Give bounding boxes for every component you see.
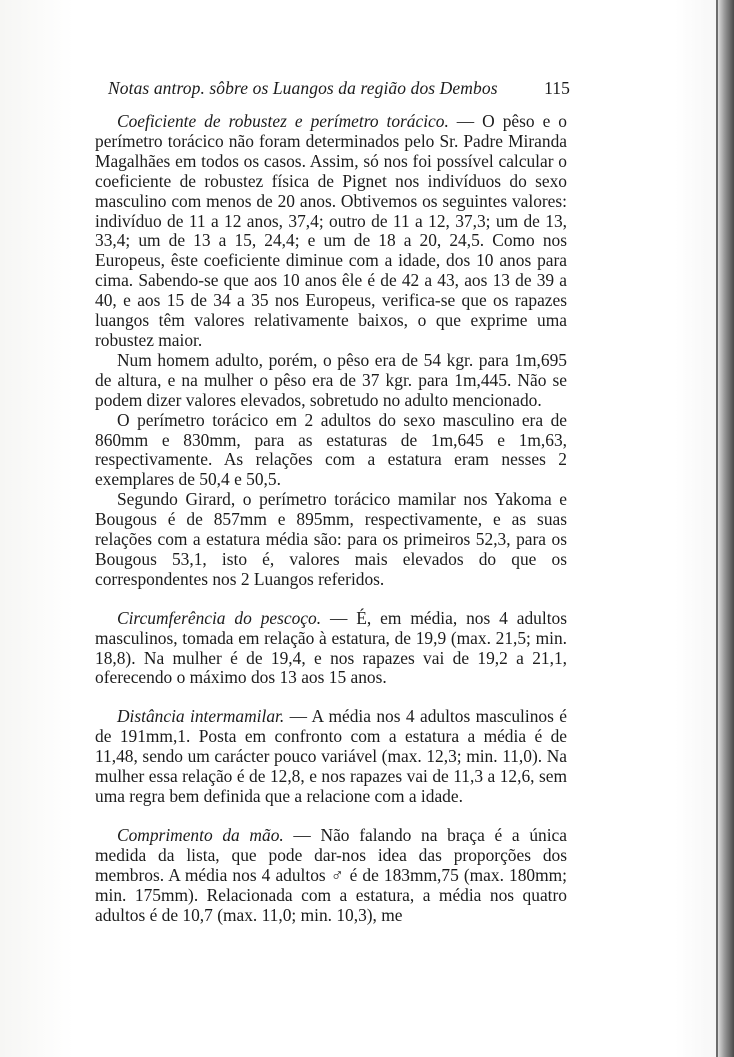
- paragraph-girard: [95, 490, 567, 590]
- paragraph-coeficiente: [95, 112, 567, 351]
- paragraph-perimetro: [95, 411, 567, 491]
- section-heading: Coeficiente de robustez e perímetro torácico.: [117, 111, 449, 131]
- paragraph-peso: [95, 351, 567, 411]
- paragraph-intermamilar: [95, 707, 567, 807]
- running-header-title: Notas antrop. sôbre os Luangos da região dos Dembos: [108, 78, 498, 98]
- section-heading: Circumferência do pescoço.: [117, 607, 322, 628]
- paragraph-text: — A média nos 4 adultos masculinos é de 191mm,1. Posta em confronto com a estatura a média é de 11,48, sendo um carácter pouco variável (max. 12,3; min. 11,0). Na mulher essa relação é de 12,8, e nos rapazes vai de 11,3 a 12,6, sem uma regra bem definida que a relacione com a idade.: [95, 706, 567, 806]
- page-number: 115: [544, 78, 570, 98]
- section-heading: Comprimento da mão.: [117, 824, 284, 845]
- paragraph-mao: [95, 826, 567, 926]
- paragraph-pescoco: [95, 609, 567, 689]
- paragraph-text: O perímetro torácico em 2 adultos do sexo masculino era de 860mm e 830mm, para as estaturas de 1m,645 e 1m,63, respectivamente. As relações com a estatura eram nesses 2 exemplares de 50,4 e 50,5.: [95, 409, 567, 490]
- section-heading: Distância intermamilar.: [117, 706, 285, 727]
- paragraph-text: — Não falando na braça é a única medida da lista, que pode dar-nos idea das proporções dos membros. A média nos 4 adultos ♂ é de 183mm,75 (max. 180mm; min. 175mm). Relacionada com a estatura, a média nos quatro adultos é de 10,7 (max. 11,0; min. 10,3), me: [95, 824, 567, 925]
- paragraph-text: — É, em média, nos 4 adultos masculinos, tomada em relação à estatura, de 19,9 (max. 21,5; min. 18,8). Na mulher é de 19,4, e nos rapazes vai de 19,2 a 21,1, oferecendo o máximo dos 13 aos 15 anos.: [95, 607, 567, 688]
- paragraph-text: Segundo Girard, o perímetro torácico mamilar nos Yakoma e Bougous é de 857mm e 895mm, respectivamente, e as suas relações com a estatura média são: para os primeiros 52,3, para os Bougous 53,1, isto é, valores mais elevados do que os correspondentes nos 2 Luangos referidos.: [95, 489, 567, 589]
- binding-edge: [718, 0, 734, 1057]
- paragraph-text: — O pêso e o perímetro torácico não foram determinados pelo Sr. Padre Miranda Magalhães em todos os casos. Assim, só nos foi possível calcular o coeficiente de robustez física de Pignet nos indivíduos do sexo masculino com menos de 20 anos. Obtivemos os seguintes valores: indivíduo de 11 a 12 anos, 37,4; outro de 11 a 12, 37,3; um de 13, 33,4; um de 13 a 15, 24,4; e um de 18 a 20, 24,5. Como nos Europeus, êste coeficiente diminue com a idade, dos 10 anos para cima. Sabendo-se que aos 10 anos êle é de 42 a 43, aos 13 de 39 a 40, e aos 15 de 34 a 35 nos Europeus, verifica-se que os rapazes luangos têm valores relativamente baixos, o que exprime uma robustez maior.: [95, 111, 567, 350]
- body-text: [95, 112, 567, 925]
- paragraph-text: Num homem adulto, porém, o pêso era de 54 kgr. para 1m,695 de altura, e na mulher o pêso era de 37 kgr. para 1m,445. Não se podem dizer valores elevados, sobretudo no adulto mencionado.: [95, 349, 567, 410]
- running-header: [108, 78, 570, 99]
